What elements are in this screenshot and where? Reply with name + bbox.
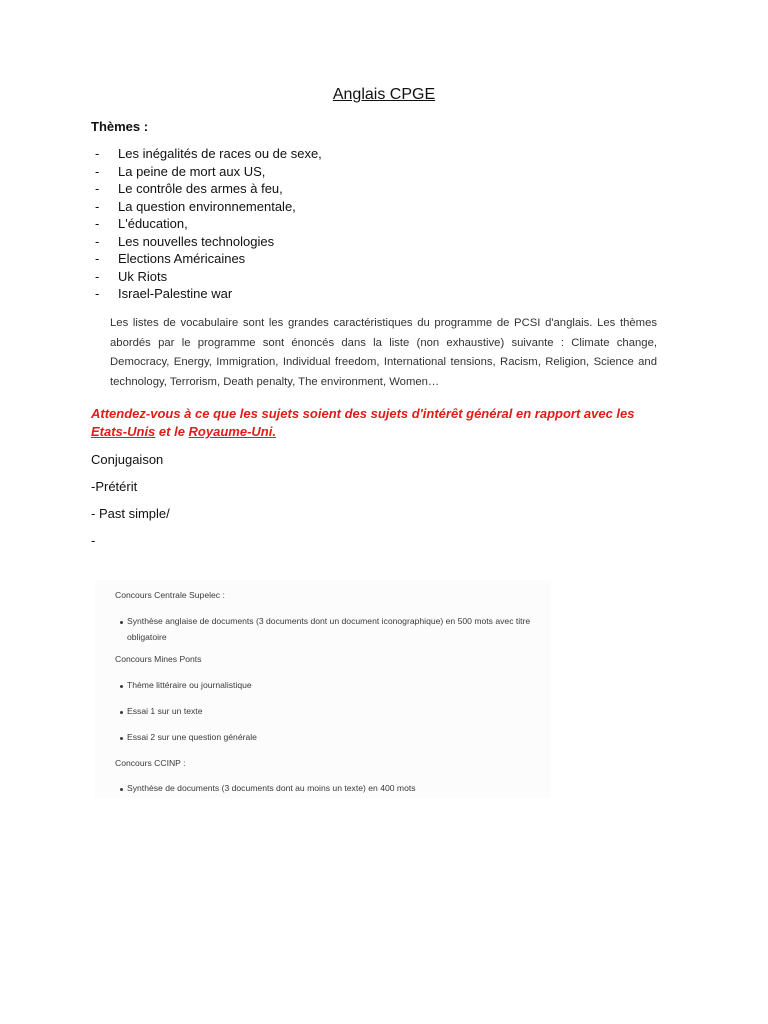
list-item bbox=[91, 215, 322, 233]
list-marker: - bbox=[95, 146, 100, 161]
list-marker: - bbox=[95, 216, 100, 231]
theme-text: La peine de mort aux US, bbox=[118, 163, 266, 179]
list-marker: - bbox=[95, 181, 100, 196]
mines-item: Essai 1 sur un texte bbox=[127, 706, 203, 716]
concours-image bbox=[95, 580, 551, 798]
list-item bbox=[91, 163, 322, 181]
ccinp-item: Synthèse de documents (3 documents dont au moins un texte) en 400 mots bbox=[127, 783, 416, 793]
list-marker: - bbox=[95, 233, 100, 249]
bullet-icon bbox=[120, 685, 123, 688]
list-marker: - bbox=[95, 286, 100, 301]
list-item bbox=[91, 198, 322, 216]
bullet-icon bbox=[120, 621, 123, 624]
theme-text: Israel-Palestine war bbox=[118, 286, 233, 301]
preterit-line: -Prétérit bbox=[91, 479, 138, 494]
empty-dash-line: - bbox=[91, 533, 96, 548]
page-title: Anglais CPGE bbox=[332, 86, 436, 103]
list-item bbox=[91, 268, 322, 286]
bullet-icon bbox=[120, 711, 123, 714]
attention-text-middle: et le bbox=[155, 424, 189, 439]
list-item bbox=[91, 285, 322, 303]
past-simple-line: - Past simple/ bbox=[91, 506, 170, 521]
mines-heading: Concours Mines Ponts bbox=[115, 654, 202, 664]
attention-note bbox=[91, 405, 671, 441]
etats-unis-link: Etats-Unis bbox=[91, 424, 156, 439]
theme-text: Le contrôle des armes à feu, bbox=[118, 181, 283, 196]
vocabulary-paragraph: Les listes de vocabulaire sont les grandes caractéristiques du programme de PCSI d'anglais. Les thèmes abordés par le programme sont énoncés dans la liste (non exhaustive) suivante : Climate change, Democracy, Energy, Immigration, Individual freedom, International tensions, Racism, Religion, Science and technology, Terrorism, Death penalty, The environment, Women… bbox=[110, 317, 657, 388]
list-item bbox=[91, 233, 322, 251]
list-item bbox=[91, 145, 322, 163]
list-marker: - bbox=[95, 163, 100, 179]
bullet-icon bbox=[120, 788, 123, 791]
centrale-item-line2: obligatoire bbox=[127, 632, 167, 642]
theme-text: L'éducation, bbox=[118, 216, 188, 231]
themes-list bbox=[91, 145, 322, 303]
theme-text: La question environnementale, bbox=[118, 198, 296, 214]
conjugaison-heading: Conjugaison bbox=[91, 452, 164, 467]
themes-heading: Thèmes : bbox=[91, 119, 149, 134]
theme-text: Les nouvelles technologies bbox=[118, 233, 275, 249]
mines-item: Essai 2 sur une question générale bbox=[127, 732, 257, 742]
centrale-heading: Concours Centrale Supelec : bbox=[115, 590, 225, 600]
attention-text-before: Attendez-vous à ce que les sujets soient des sujets d'intérêt général en rapport avec les bbox=[91, 406, 635, 421]
centrale-item-line1: Synthèse anglaise de documents (3 documents dont un document iconographique) en 500 mots avec titre bbox=[127, 616, 531, 626]
list-item bbox=[91, 250, 322, 268]
theme-text: Elections Américaines bbox=[118, 251, 246, 266]
royaume-uni-link: Royaume-Uni. bbox=[188, 424, 276, 439]
list-marker: - bbox=[95, 198, 100, 214]
list-item bbox=[91, 180, 322, 198]
mines-item: Thème littéraire ou journalistique bbox=[127, 680, 252, 690]
bullet-icon bbox=[120, 737, 123, 740]
theme-text: Uk Riots bbox=[118, 268, 168, 284]
theme-text: Les inégalités de races ou de sexe, bbox=[118, 146, 322, 161]
list-marker: - bbox=[95, 268, 100, 284]
ccinp-heading: Concours CCINP : bbox=[115, 758, 186, 768]
list-marker: - bbox=[95, 251, 100, 266]
